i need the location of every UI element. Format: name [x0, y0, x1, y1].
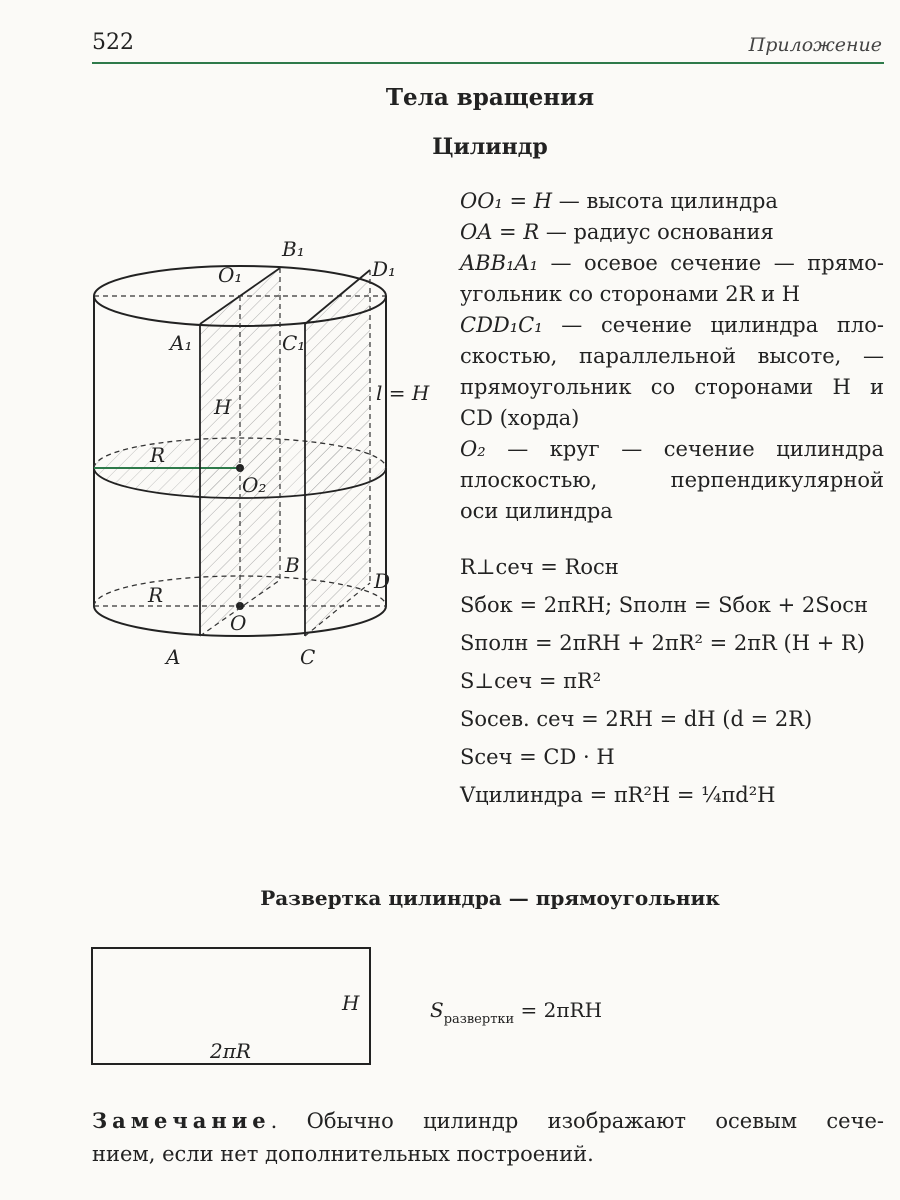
- formula-section-radius: R⊥сеч = Rосн: [460, 555, 619, 579]
- formula-volume: Vцилиндра = πR²H = ¼πd²H: [460, 783, 776, 807]
- unfolding-heading: Развертка цилиндра — прямоугольник: [260, 886, 720, 910]
- prop-circle-1: O₂ — круг — сечение цилиндра: [460, 437, 884, 461]
- prop-chord-4: CD (хорда): [460, 406, 580, 430]
- prop-chord-2: скостью, параллельной высоте, —: [460, 344, 884, 368]
- label-b1: B₁: [282, 237, 305, 261]
- label-c1: C₁: [282, 331, 306, 355]
- formula-list: [460, 548, 868, 814]
- label-a1: A₁: [170, 331, 193, 355]
- prop-radius: OA = R — радиус основания: [460, 220, 774, 244]
- page-number: 522: [92, 30, 134, 55]
- unfolding-height-label: H: [342, 991, 360, 1015]
- label-c: C: [300, 645, 316, 669]
- prop-chord-1: CDD₁C₁ — сечение цилиндра пло-: [460, 313, 884, 337]
- prop-circle-2: плоскостью, перпендикулярной: [460, 468, 884, 492]
- label-o: O: [230, 611, 247, 635]
- label-r-bottom: R: [148, 583, 164, 607]
- unfolding-rectangle: [92, 948, 370, 1064]
- prop-circle-3: оси цилиндра: [460, 499, 613, 523]
- label-d1: D₁: [372, 257, 397, 281]
- label-r-mid: R: [150, 443, 166, 467]
- label-o1: O₁: [218, 263, 243, 287]
- section-title: Приложение: [748, 34, 882, 56]
- sub-heading: Цилиндр: [432, 134, 548, 160]
- unfolding-width-label: 2πR: [210, 1039, 251, 1063]
- prop-axial-2: угольник со сторонами 2R и H: [460, 282, 801, 306]
- label-l-eq-h: l = H: [376, 381, 430, 405]
- remark-word: Замечание: [92, 1108, 271, 1133]
- formula-total-area: Sполн = 2πRH + 2πR² = 2πR (H + R): [460, 631, 865, 655]
- label-a: A: [166, 645, 181, 669]
- formula-cross-section-area: S⊥сеч = πR²: [460, 669, 602, 693]
- label-o2: O₂: [242, 473, 267, 497]
- prop-chord-3: прямоугольник со сторонами H и: [460, 375, 884, 399]
- label-d: D: [374, 569, 391, 593]
- formula-axial-section-area: Sосев. сеч = 2RH = dH (d = 2R): [460, 707, 813, 731]
- formula-section-area: Sсеч = CD · H: [460, 745, 615, 769]
- main-heading: Тела вращения: [385, 84, 595, 111]
- remark-paragraph: Замечание. Обычно цилиндр изображают осевым сече- нием, если нет дополнительных построений.: [92, 1108, 884, 1166]
- label-h: H: [214, 395, 232, 419]
- properties-list: [460, 186, 884, 527]
- prop-height: OO₁ = H — высота цилиндра: [460, 189, 778, 213]
- unfolding-area-formula: $S_{развертки} = 2\pi RH$: [430, 998, 603, 1027]
- label-b: B: [285, 553, 300, 577]
- formula-lateral-area: Sбок = 2πRH; Sполн = Sбок + 2Sосн: [460, 593, 868, 617]
- prop-axial-1: ABB₁A₁ — осевое сечение — прямо-: [460, 251, 884, 275]
